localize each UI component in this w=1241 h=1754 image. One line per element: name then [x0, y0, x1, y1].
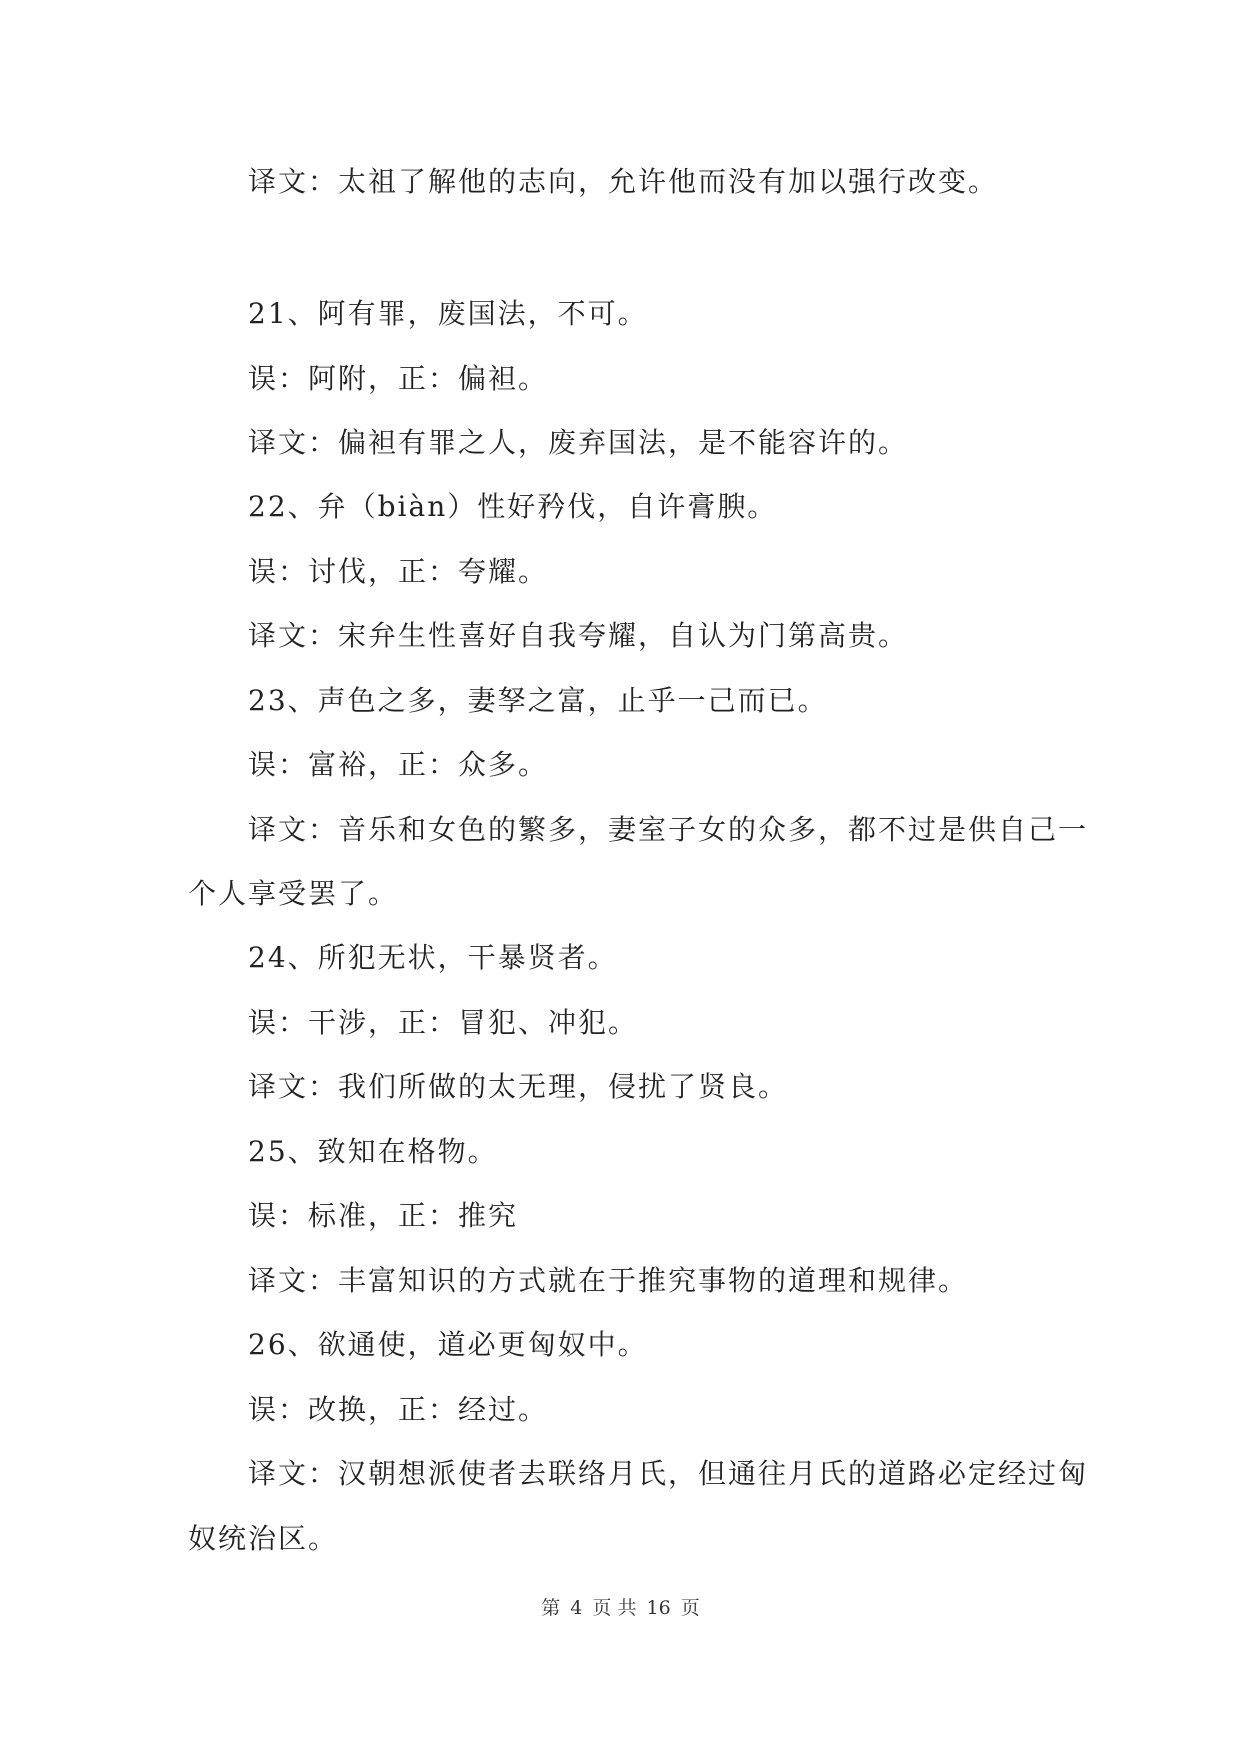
question-line-22: 22、弁（biàn）性好矜伐，自许膏腴。: [248, 490, 778, 523]
translation-line-continued: 个人享受罢了。: [188, 877, 399, 910]
error-correction-line: 误：讨伐，正：夸耀。: [248, 555, 549, 588]
question-line-24: 24、所犯无状，干暴贤者。: [248, 941, 618, 974]
translation-line: 译文：宋弁生性喜好自我夸耀，自认为门第高贵。: [248, 619, 909, 652]
translation-line: 译文：汉朝想派使者去联络月氏，但通往月氏的道路必定经过匈: [248, 1457, 1089, 1490]
footer-mid: 页 共: [592, 1597, 637, 1619]
total-page-count: 16: [646, 1597, 671, 1619]
translation-line: 译文：我们所做的太无理，侵扰了贤良。: [248, 1070, 789, 1103]
current-page-number: 4: [570, 1597, 583, 1619]
error-correction-line: 误：富裕，正：众多。: [248, 748, 549, 781]
error-correction-line: 误：阿附，正：偏袒。: [248, 362, 549, 395]
question-line-23: 23、声色之多，妻孥之富，止乎一己而已。: [248, 684, 828, 717]
translation-line: 译文：偏袒有罪之人，废弃国法，是不能容许的。: [248, 426, 909, 459]
translation-line: 译文：音乐和女色的繁多，妻室子女的众多，都不过是供自己一: [248, 813, 1089, 846]
translation-line: 译文：太祖了解他的志向，允许他而没有加以强行改变。: [248, 165, 999, 198]
question-line-25: 25、致知在格物。: [248, 1135, 498, 1168]
page-footer: [0, 1596, 1241, 1620]
footer-suffix: 页: [680, 1597, 700, 1619]
translation-line-continued: 奴统治区。: [188, 1522, 339, 1555]
error-correction-line: 误：标准，正：推究: [248, 1199, 519, 1232]
error-correction-line: 误：改换，正：经过。: [248, 1393, 549, 1426]
question-line-21: 21、阿有罪，废国法，不可。: [248, 297, 648, 330]
question-line-26: 26、欲通使，道必更匈奴中。: [248, 1328, 648, 1361]
error-correction-line: 误：干涉，正：冒犯、冲犯。: [248, 1006, 639, 1039]
footer-prefix: 第: [541, 1597, 561, 1619]
translation-line: 译文：丰富知识的方式就在于推究事物的道理和规律。: [248, 1264, 969, 1297]
